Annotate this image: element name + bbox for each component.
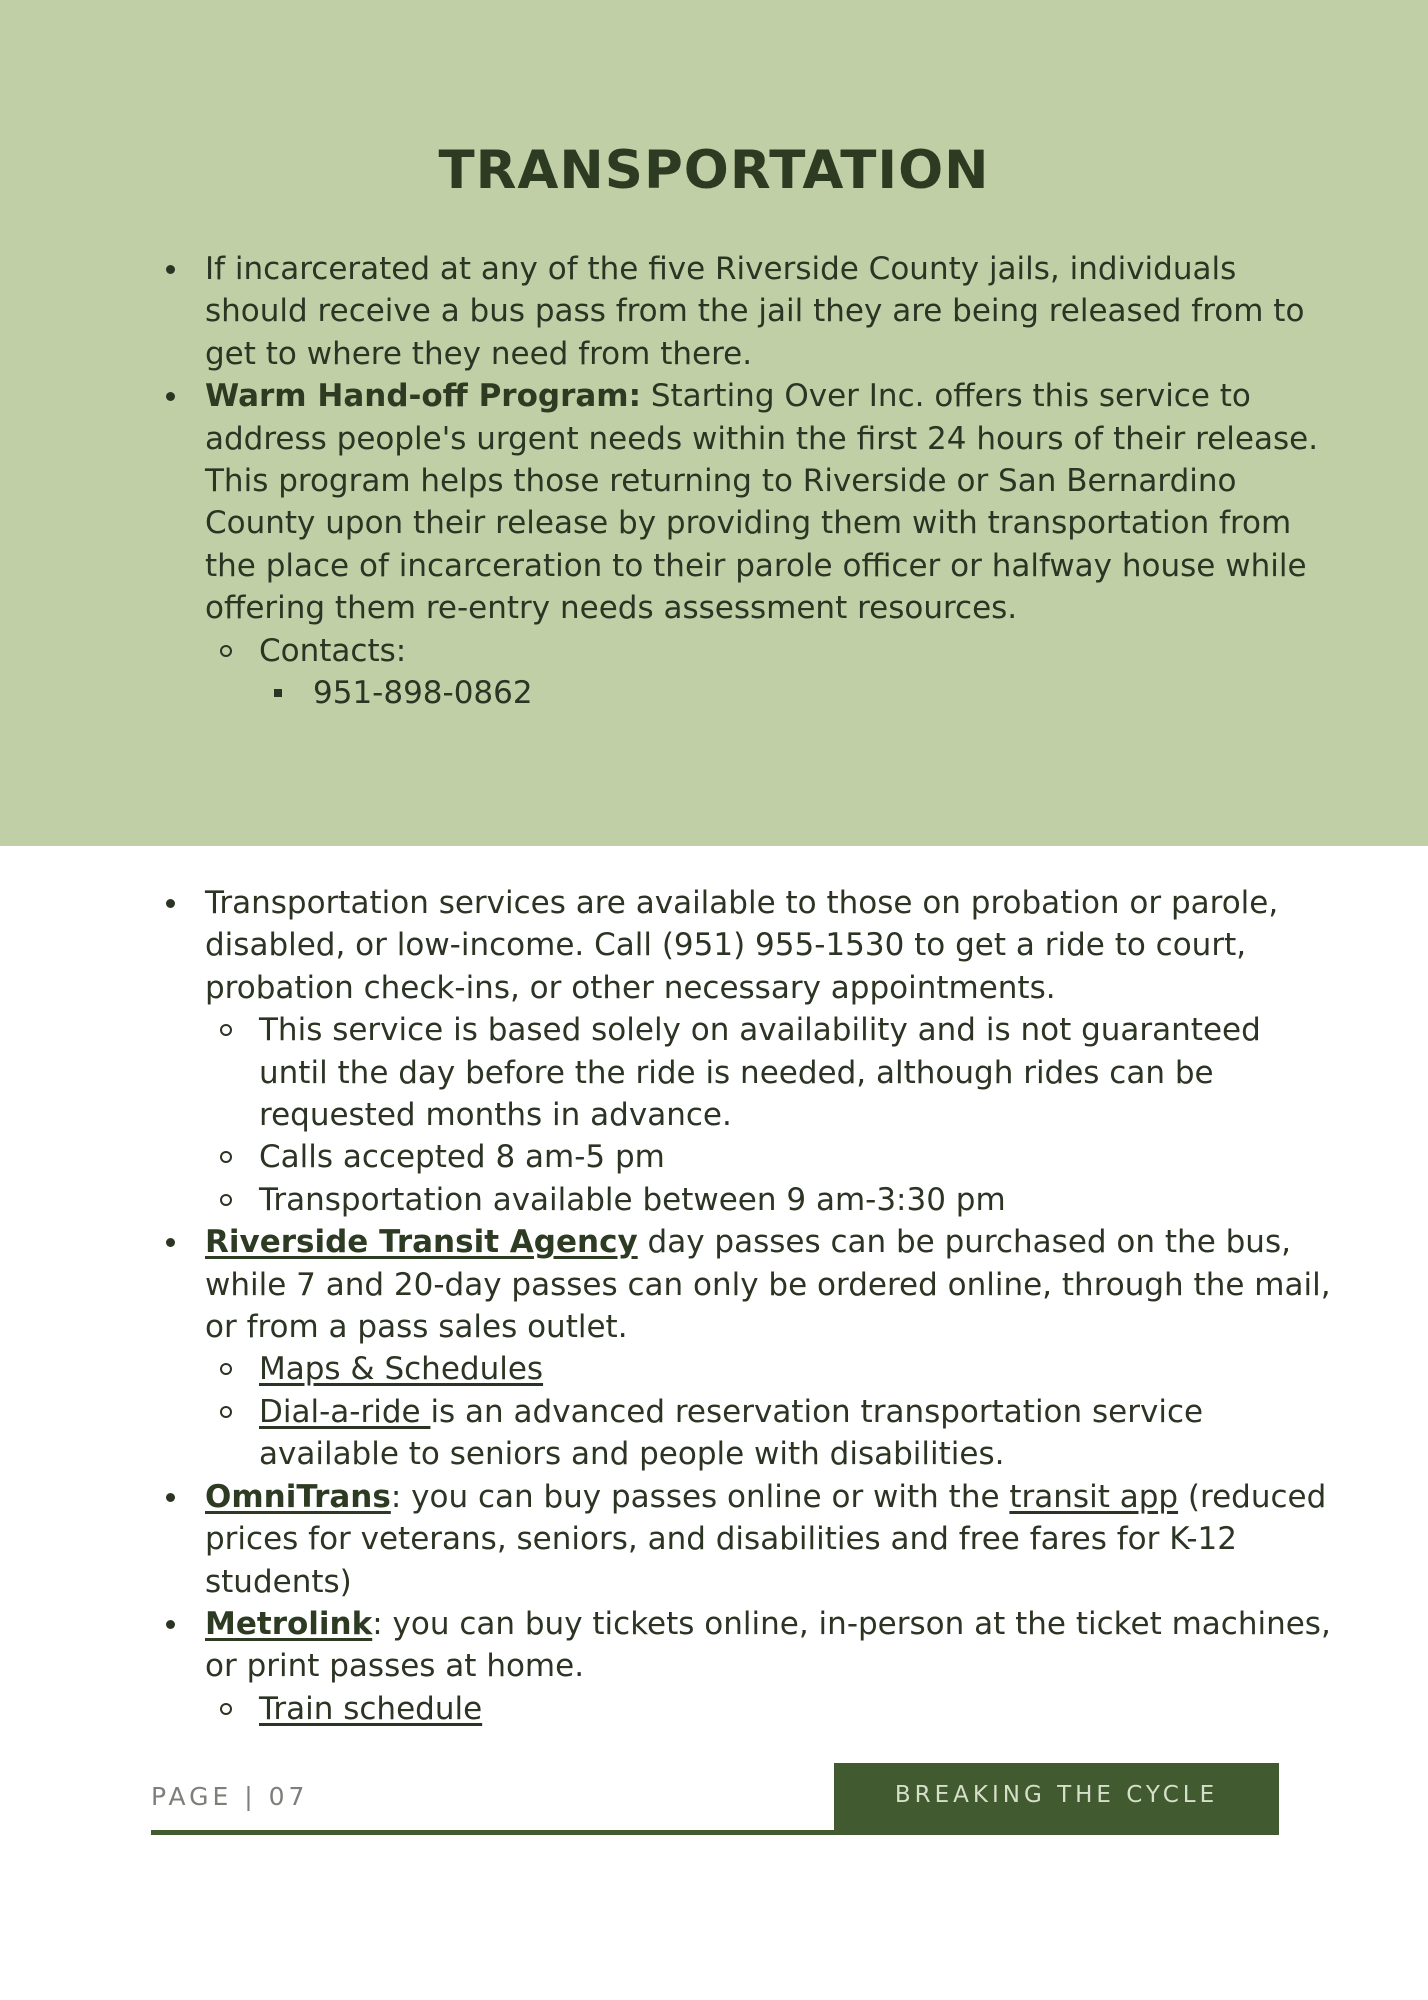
- omnitrans-link[interactable]: OmniTrans: [205, 1478, 391, 1515]
- phone-number: 951-898-0862: [313, 675, 533, 712]
- page-number: PAGE | 07: [151, 1782, 309, 1811]
- list-item: [205, 1476, 1335, 1603]
- program-name: Warm Hand-off Program:: [205, 378, 641, 415]
- list-item: [313, 672, 1335, 714]
- item-text: is an advanced reservation transportation service available to seniors and people with disabilities.: [259, 1393, 1204, 1473]
- list-item: [259, 1688, 1335, 1730]
- item-text: Starting Over Inc. offers this service to address people's urgent needs within the first 24 hours of their release. This program helps those returning to Riverside or San Bernardino County upon their release by providing them with transportation from the place of incarceration to their parole officer or halfway house while offering them re-entry needs assessment resources.: [205, 378, 1319, 627]
- contacts-label: Contacts:: [259, 632, 407, 669]
- page-title: TRANSPORTATION: [438, 140, 990, 201]
- list-item: [259, 1136, 1335, 1178]
- item-text: day passes can be purchased on the bus, while 7 and 20-day passes can only be ordered online, through the mail, or from a pass sales outlet.: [205, 1224, 1331, 1346]
- dial-a-ride-link[interactable]: Dial-a-ride: [259, 1393, 431, 1430]
- item-text: : you can buy passes online or with the: [390, 1478, 1010, 1515]
- list-item: [259, 1179, 1335, 1221]
- item-text: Calls accepted 8 am-5 pm: [259, 1139, 665, 1176]
- sub-list: [259, 1348, 1335, 1475]
- list-item: [259, 1348, 1335, 1390]
- footer-brand-label: BREAKING THE CYCLE: [894, 1782, 1219, 1808]
- train-schedule-link[interactable]: Train schedule: [259, 1690, 483, 1727]
- riverside-transit-link[interactable]: Riverside Transit Agency: [205, 1224, 638, 1261]
- item-text: Transportation services are available to those on probation or parole, disabled, or low-income. Call (951) 955-1530 to get a ride to court, probation check-ins, or other necessary appointments.: [205, 885, 1279, 1006]
- sub-list: [259, 1688, 1335, 1730]
- item-text: If incarcerated at any of the five Riverside County jails, individuals should receive a bus pass from the jail they are being released from to get to where they need from there.: [205, 251, 1305, 372]
- list-item: [259, 630, 1335, 715]
- list-item: [205, 1603, 1335, 1730]
- metrolink-link[interactable]: Metrolink: [205, 1605, 373, 1642]
- sub-list: [259, 630, 1335, 715]
- list-item: [205, 375, 1335, 714]
- list-item: [205, 882, 1335, 1221]
- item-text: Transportation available between 9 am-3:30 pm: [259, 1181, 1006, 1218]
- list-item: [205, 248, 1335, 375]
- sub-sub-list: [313, 672, 1335, 714]
- list-item: [259, 1009, 1335, 1136]
- sub-list: [259, 1009, 1335, 1221]
- bottom-bullet-list: [205, 882, 1335, 1730]
- item-text: This service is based solely on availability and is not guaranteed until the day before the ride is needed, although rides can be requested months in advance.: [259, 1012, 1261, 1134]
- list-item: [259, 1391, 1335, 1476]
- maps-schedules-link[interactable]: Maps & Schedules: [259, 1351, 544, 1388]
- transit-app-link[interactable]: transit app: [1009, 1478, 1179, 1515]
- top-bullet-list: [205, 248, 1335, 714]
- item-text: (reduced prices for veterans, seniors, and disabilities and free fares for K-12 students): [205, 1478, 1327, 1600]
- item-text: : you can buy tickets online, in-person at the ticket machines, or print passes at home.: [205, 1605, 1331, 1685]
- list-item: [205, 1221, 1335, 1475]
